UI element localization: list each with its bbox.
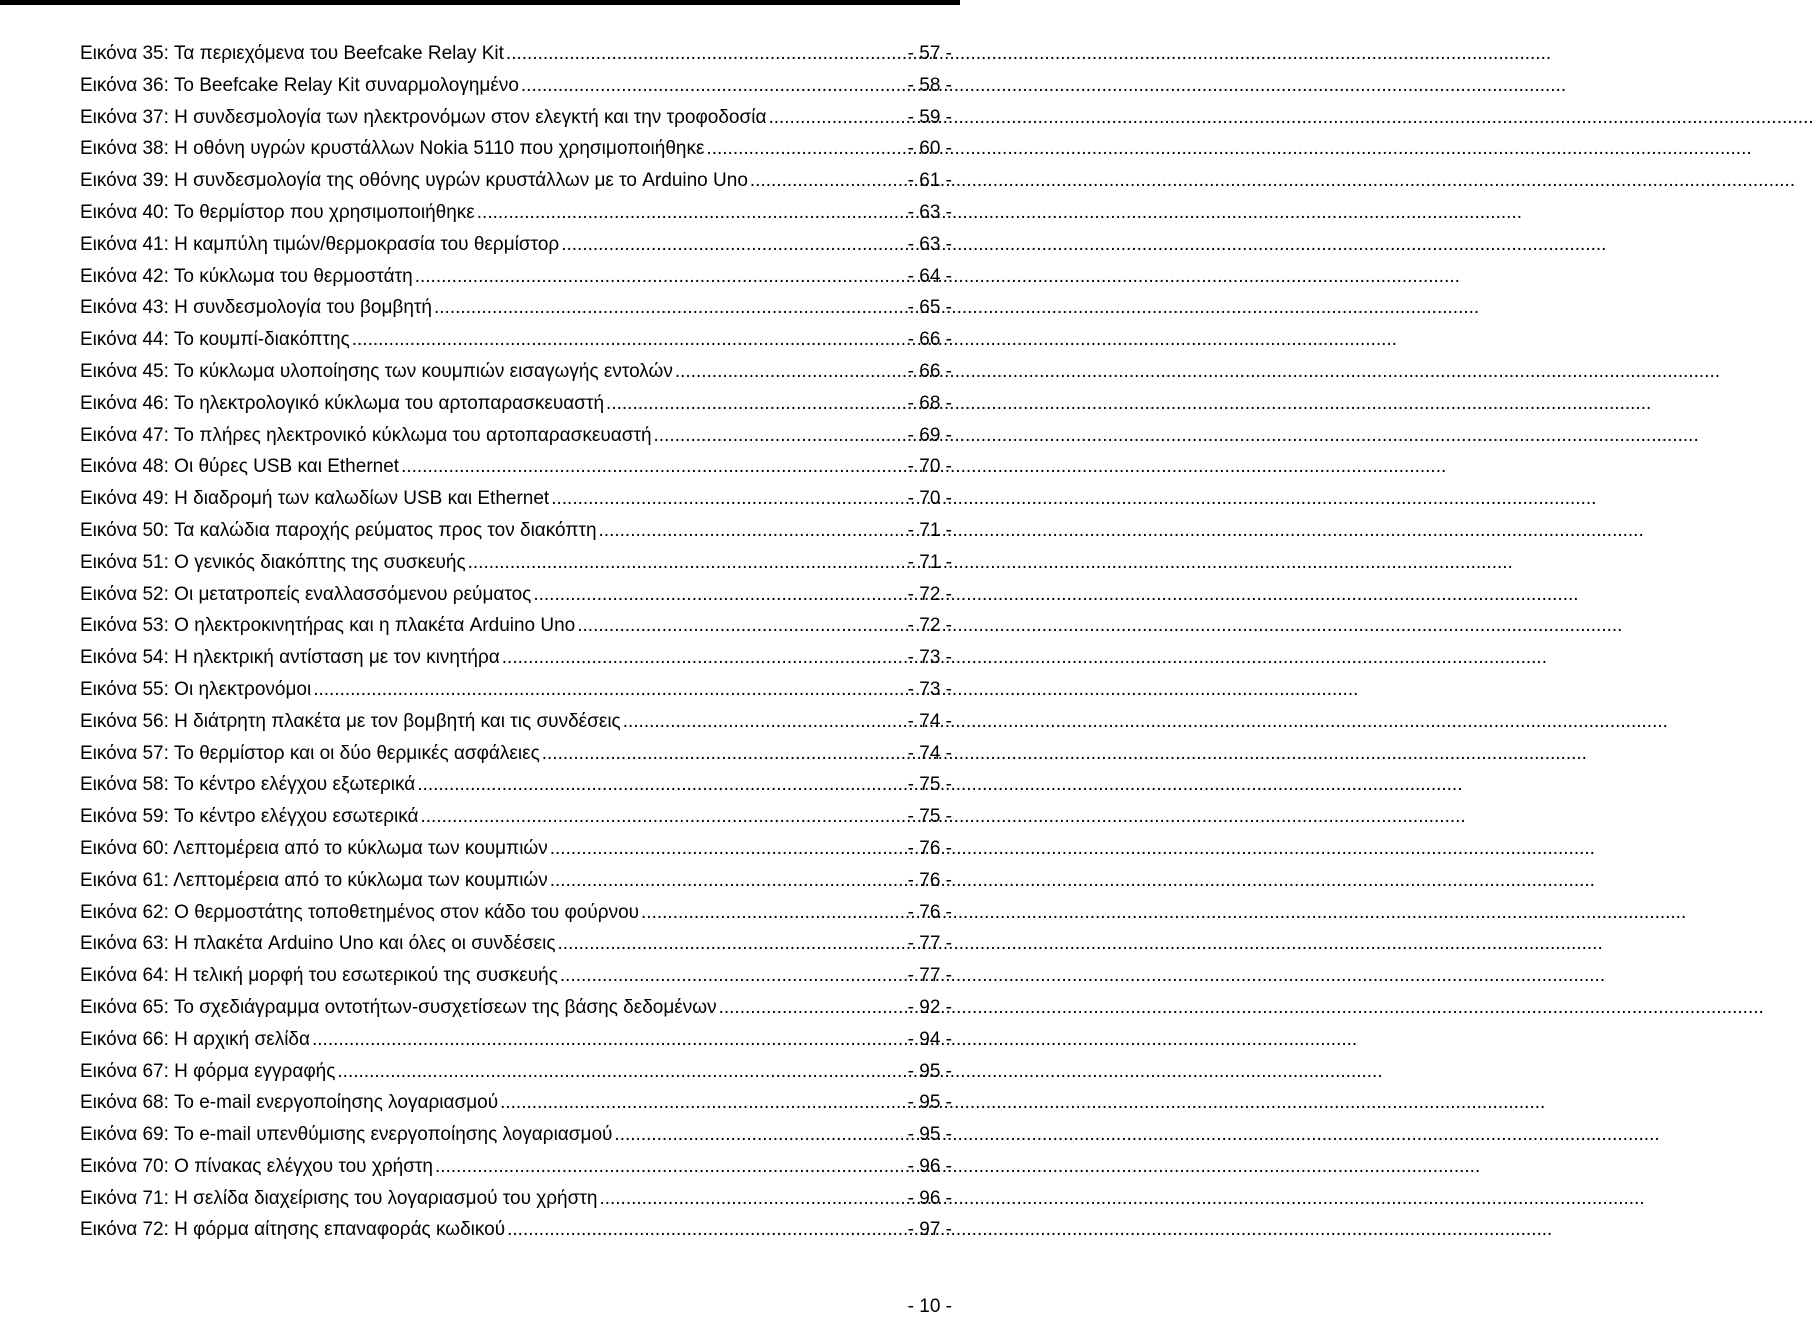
dot-leader (521, 70, 906, 102)
toc-entry-title: Εικόνα 49: Η διαδρομή των καλωδίων USB και Ethernet (80, 488, 550, 510)
dot-leader (560, 960, 906, 992)
toc-entry[interactable] (80, 1151, 952, 1183)
toc-entry-title: Εικόνα 60: Λεπτομέρεια από το κύκλωμα των κουμπιών (80, 837, 548, 859)
toc-entry-page: - 72 - (907, 583, 952, 605)
dot-leader (542, 738, 906, 770)
toc-entry[interactable] (80, 897, 952, 929)
dot-leader (606, 388, 906, 420)
dot-leader (468, 547, 906, 579)
toc-entry-title: Εικόνα 35: Τα περιεχόμενα του Beefcake Relay Kit (80, 43, 504, 64)
toc-entry-title: Εικόνα 48: Οι θύρες USB και Ethernet (80, 456, 400, 478)
toc-entry-page: - 59 - (907, 106, 952, 128)
toc-entry-page: - 76 - (907, 869, 952, 891)
toc-entry-title: Εικόνα 37: Η συνδεσμολογία των ηλεκτρονόμων στον ελεγκτή και την τροφοδοσία (80, 106, 767, 128)
toc-entry-page: - 76 - (907, 837, 952, 859)
toc-entry-page: - 66 - (907, 329, 952, 351)
dot-leader (415, 261, 906, 293)
dot-leader (550, 833, 906, 865)
toc-entry-title: Εικόνα 52: Οι μετατροπείς εναλλασσόμενου ρεύματος (80, 583, 532, 605)
toc-entry-title: Εικόνα 41: Η καμπύλη τιμών/θερμοκρασία του θερμίστορ (80, 233, 560, 255)
dot-leader (500, 1087, 906, 1119)
dot-leader (435, 1151, 906, 1183)
toc-entry[interactable] (80, 420, 952, 452)
toc-entry-page: - 94 - (907, 1028, 952, 1050)
toc-entry[interactable] (80, 579, 952, 611)
dot-leader (623, 706, 906, 738)
toc-entry-title: Εικόνα 62: Ο θερμοστάτης τοποθετημένος στον κάδο του φούρνου (80, 901, 640, 923)
toc-entry[interactable] (80, 165, 952, 197)
toc-entry-page: - 75 - (907, 774, 952, 796)
toc-entry-title: Εικόνα 69: Το e-mail υπενθύμισης ενεργοποίησης λογαριασμού (80, 1124, 613, 1146)
toc-entry[interactable] (80, 1183, 952, 1215)
top-border-rule (0, 0, 960, 5)
list-of-figures (80, 38, 952, 1246)
toc-entry[interactable] (80, 1087, 952, 1119)
toc-entry[interactable] (80, 197, 952, 229)
dot-leader (599, 515, 906, 547)
dot-leader (641, 897, 906, 929)
toc-entry-page: - 70 - (907, 456, 952, 478)
toc-entry[interactable] (80, 70, 952, 102)
dot-leader (401, 451, 906, 483)
toc-entry[interactable] (80, 769, 952, 801)
toc-entry-page: - 95 - (907, 1060, 952, 1082)
toc-entry-page: - 60 - (907, 138, 952, 160)
toc-entry-title: Εικόνα 38: Η οθόνη υγρών κρυστάλλων Nokia 5110 που χρησιμοποιήθηκε (80, 138, 705, 160)
dot-leader (614, 1119, 905, 1151)
page-number: - 10 - (907, 1296, 952, 1317)
toc-entry-page: - 75 - (907, 806, 952, 828)
dot-leader (654, 420, 906, 452)
toc-entry[interactable] (80, 388, 952, 420)
toc-entry[interactable] (80, 547, 952, 579)
dot-leader (352, 324, 906, 356)
dot-leader (533, 579, 905, 611)
dot-leader (768, 102, 905, 134)
toc-entry-page: - 92 - (907, 996, 952, 1018)
toc-entry-page: - 95 - (907, 1092, 952, 1114)
toc-entry-page: - 74 - (907, 710, 952, 732)
dot-leader (706, 133, 905, 165)
toc-entry-page: - 95 - (907, 1124, 952, 1146)
toc-entry[interactable] (80, 133, 952, 165)
toc-entry-page: - 64 - (907, 265, 952, 287)
toc-entry-title: Εικόνα 70: Ο πίνακας ελέγχου του χρήστη (80, 1155, 434, 1177)
toc-entry-page: - 96 - (907, 1187, 952, 1209)
toc-entry[interactable] (80, 324, 952, 356)
toc-entry[interactable] (80, 674, 952, 706)
toc-entry-page: - 65 - (907, 297, 952, 319)
toc-entry-title: Εικόνα 71: Η σελίδα διαχείρισης του λογαριασμού του χρήστη (80, 1187, 598, 1209)
dot-leader (750, 165, 906, 197)
toc-entry-page: - 63 - (907, 233, 952, 255)
dot-leader (558, 928, 906, 960)
toc-entry-title: Εικόνα 55: Οι ηλεκτρονόμοι (80, 678, 312, 700)
dot-leader (551, 483, 905, 515)
dot-leader (507, 1214, 906, 1246)
toc-entry-title: Εικόνα 58: Το κέντρο ελέγχου εξωτερικά (80, 774, 416, 796)
toc-entry-page: - 73 - (907, 647, 952, 669)
toc-entry-title: Εικόνα 61: Λεπτομέρεια από το κύκλωμα των κουμπιών (80, 869, 548, 891)
toc-entry-page: - 74 - (907, 742, 952, 764)
toc-entry[interactable] (80, 261, 952, 293)
dot-leader (421, 801, 906, 833)
toc-entry-page: - 71 - (907, 519, 952, 541)
toc-entry-page: - 97 - (907, 1219, 952, 1241)
toc-entry-title: Εικόνα 43: Η συνδεσμολογία του βομβητή (80, 297, 432, 319)
toc-entry[interactable] (80, 292, 952, 324)
toc-entry-title: Εικόνα 36: Το Beefcake Relay Kit συναρμολογημένο (80, 74, 519, 96)
toc-entry-title: Εικόνα 44: Το κουμπί-διακόπτης (80, 329, 350, 351)
toc-entry[interactable] (80, 960, 952, 992)
toc-entry[interactable] (80, 102, 952, 134)
toc-entry-title: Εικόνα 47: Το πλήρες ηλεκτρονικό κύκλωμα του αρτοπαρασκευαστή (80, 424, 652, 446)
toc-entry[interactable] (80, 992, 952, 1024)
toc-entry-page: - 77 - (907, 933, 952, 955)
toc-entry-title: Εικόνα 65: Το σχεδιάγραμμα οντοτήτων-συσχετίσεων της βάσης δεδομένων (80, 996, 717, 1018)
toc-entry[interactable] (80, 833, 952, 865)
dot-leader (434, 292, 906, 324)
dot-leader (675, 356, 906, 388)
toc-entry-title: Εικόνα 45: Το κύκλωμα υλοποίησης των κουμπιών εισαγωγής εντολών (80, 360, 673, 382)
toc-entry[interactable] (80, 1214, 952, 1246)
toc-entry-title: Εικόνα 72: Η φόρμα αίτησης επαναφοράς κωδικού (80, 1219, 506, 1241)
toc-entry[interactable] (80, 738, 952, 770)
dot-leader (313, 674, 905, 706)
toc-entry-title: Εικόνα 64: Η τελική μορφή του εσωτερικού της συσκευής (80, 965, 558, 987)
toc-entry[interactable] (80, 1024, 952, 1056)
toc-entry-title: Εικόνα 57: Το θερμίστορ και οι δύο θερμικές ασφάλειες (80, 742, 540, 764)
toc-entry-title: Εικόνα 53: Ο ηλεκτροκινητήρας και η πλακέτα Arduino Uno (80, 615, 576, 637)
toc-entry[interactable] (80, 928, 952, 960)
toc-entry[interactable] (80, 38, 952, 70)
toc-entry-page: - 69 - (907, 424, 952, 446)
toc-entry-page: - 70 - (907, 488, 952, 510)
toc-entry[interactable] (80, 356, 952, 388)
dot-leader (561, 229, 905, 261)
toc-entry-page: - 76 - (907, 901, 952, 923)
toc-entry[interactable] (80, 1056, 952, 1088)
toc-entry[interactable] (80, 483, 952, 515)
toc-entry[interactable] (80, 706, 952, 738)
toc-entry-page: - 61 - (907, 170, 952, 192)
toc-entry[interactable] (80, 865, 952, 897)
toc-entry[interactable] (80, 801, 952, 833)
toc-entry-title: Εικόνα 39: Η συνδεσμολογία της οθόνης υγρών κρυστάλλων με το Arduino Uno (80, 170, 748, 192)
toc-entry-page: - 68 - (907, 392, 952, 414)
toc-entry-title: Εικόνα 51: Ο γενικός διακόπτης της συσκευής (80, 551, 466, 573)
dot-leader (577, 610, 905, 642)
dot-leader (550, 865, 906, 897)
toc-entry[interactable] (80, 642, 952, 674)
toc-entry-page: - 66 - (907, 360, 952, 382)
dot-leader (477, 197, 906, 229)
toc-entry-title: Εικόνα 63: Η πλακέτα Arduino Uno και όλες οι συνδέσεις (80, 933, 556, 955)
toc-entry-page: - 63 - (907, 201, 952, 223)
toc-entry-title: Εικόνα 66: Η αρχική σελίδα (80, 1028, 310, 1050)
toc-entry-title: Εικόνα 54: Η ηλεκτρική αντίσταση με τον κινητήρα (80, 647, 500, 669)
dot-leader (506, 38, 906, 70)
dot-leader (417, 769, 905, 801)
toc-entry[interactable] (80, 451, 952, 483)
toc-entry-page: - 96 - (907, 1155, 952, 1177)
toc-entry-page: - 77 - (907, 965, 952, 987)
toc-entry-title: Εικόνα 59: Το κέντρο ελέγχου εσωτερικά (80, 806, 419, 828)
toc-entry-page: - 58 - (907, 74, 952, 96)
toc-entry[interactable] (80, 229, 952, 261)
dot-leader (502, 642, 906, 674)
toc-entry-page: - 57 - (907, 43, 952, 64)
toc-entry-title: Εικόνα 40: Το θερμίστορ που χρησιμοποιήθηκε (80, 201, 475, 223)
dot-leader (312, 1024, 906, 1056)
toc-entry-title: Εικόνα 68: Το e-mail ενεργοποίησης λογαριασμού (80, 1092, 499, 1114)
toc-entry-page: - 71 - (907, 551, 952, 573)
toc-entry[interactable] (80, 515, 952, 547)
toc-entry-title: Εικόνα 50: Τα καλώδια παροχής ρεύματος προς τον διακόπτη (80, 519, 597, 541)
toc-entry-page: - 73 - (907, 678, 952, 700)
toc-entry-page: - 72 - (907, 615, 952, 637)
dot-leader (337, 1056, 905, 1088)
toc-entry-title: Εικόνα 67: Η φόρμα εγγραφής (80, 1060, 336, 1082)
toc-entry-title: Εικόνα 42: Το κύκλωμα του θερμοστάτη (80, 265, 413, 287)
dot-leader (599, 1183, 905, 1215)
toc-entry-title: Εικόνα 46: Το ηλεκτρολογικό κύκλωμα του αρτοπαρασκευαστή (80, 392, 605, 414)
toc-entry-title: Εικόνα 56: Η διάτρητη πλακέτα με τον βομβητή και τις συνδέσεις (80, 710, 621, 732)
dot-leader (719, 992, 906, 1024)
toc-entry[interactable] (80, 610, 952, 642)
toc-entry[interactable] (80, 1119, 952, 1151)
